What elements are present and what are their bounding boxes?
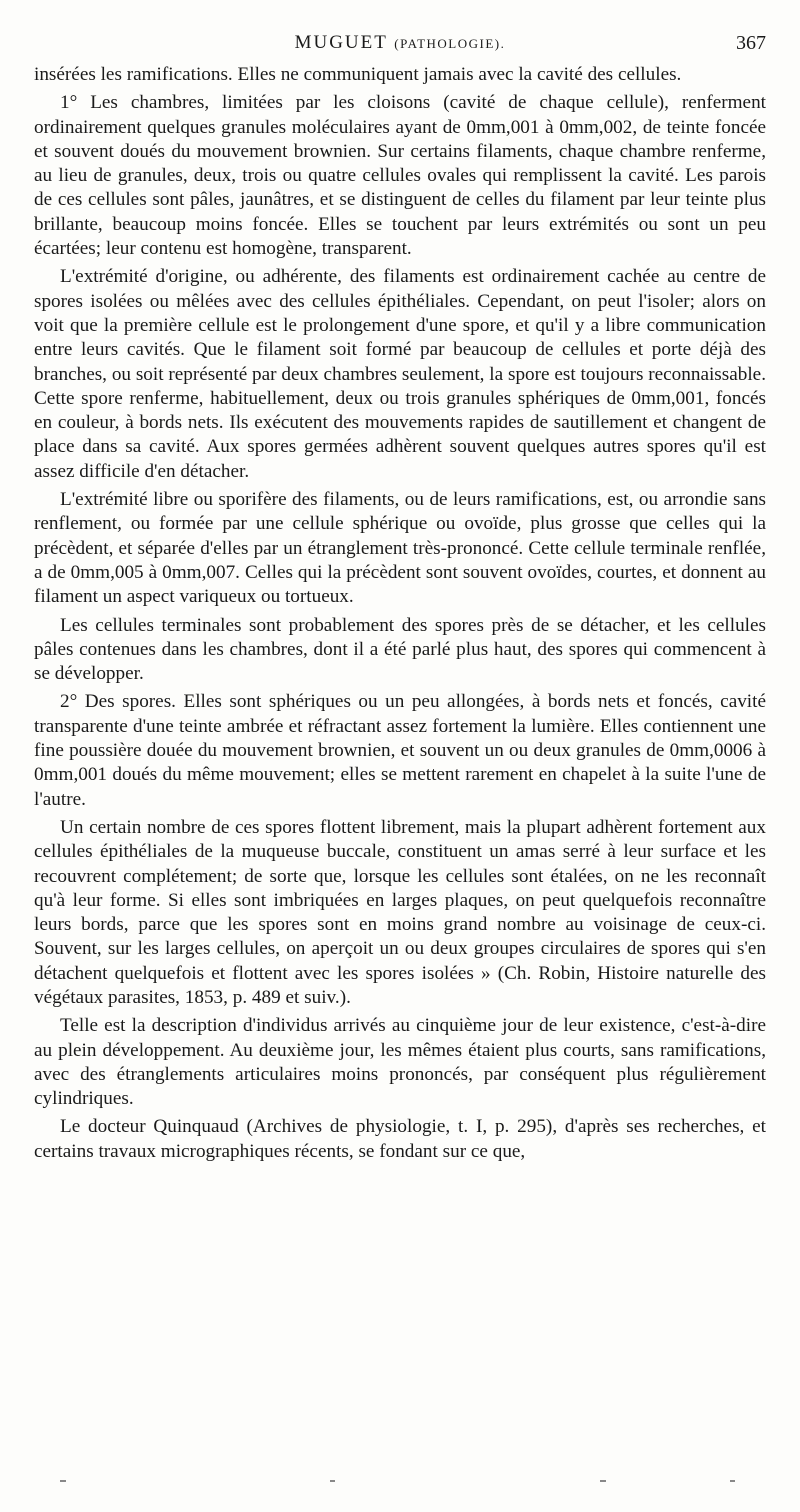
print-mark <box>330 1480 335 1482</box>
paragraph-extremite-origine: L'extrémité d'origine, ou adhérente, des filaments est ordinairement cachée au centre de spores isolées ou mêlées avec des cellules épithéliales. Cependant, on peut l'isoler; alors on voit que la première cellule est le prolongement d'une spore, et qu'il y a libre communication entre leurs cavités. Que le filament soit formé par beaucoup de cellules et porte déjà des branches, ou soit représenté par deux chambres seulement, la spore est toujours reconnaissable. Cette spore renferme, habituellement, deux ou trois granules sphériques de 0mm,001, foncés en couleur, à bords nets. Ils exécutent des mouvements rapides de sautillement et changent de place dans sa cavité. Aux spores germées adhèrent souvent quelques autres spores qu'il est assez difficile d'en détacher. <box>34 266 766 482</box>
paragraph-chambres: 1° Les chambres, limitées par les cloisons (cavité de chaque cellule), renferment ordinairement quelques granules moléculaires ayant de 0mm,001 à 0mm,002, de teinte foncée et souvent doués du mouvement brownien. Sur certains filaments, chaque chambre renferme, au lieu de granules, deux, trois ou quatre cellules ovales qui remplissent la cavité. Les parois de ces cellules sont pâles, jaunâtres, et se distinguent de celles du filament par leur teinte plus brillante, beaucoup moins foncée. Elles se touchent par leurs extrémités ou sont un peu écartées; leur contenu est homogène, transparent. <box>34 92 766 260</box>
page-number: 367 <box>736 32 766 54</box>
paragraph-cellules-terminales: Les cellules terminales sont probablement des spores près de se détacher, et les cellules pâles contenues dans les chambres, dont il a été parlé plus haut, des spores qui commencent à se développer. <box>34 614 766 685</box>
running-title <box>34 32 766 54</box>
paragraph-spores-flottent: Un certain nombre de ces spores flottent librement, mais la plupart adhèrent fortement aux cellules épithéliales de la muqueuse buccale, constituent un amas serré à leur surface et les recouvrent complétement; de sorte que, lorsque les cellules sont étalées, on ne les reconnaît qu'à leur forme. Si elles sont imbriquées en larges plaques, on peut quelquefois reconnaître leurs bords, parce que les spores sont en moins grand nombre au voisinage de ceux-ci. Souvent, sur les larges cellules, on aperçoit un ou deux groupes circulaires de spores qui s'en détachent quelquefois et flottent avec les spores isolées » (Ch. Robin, Histoire naturelle des végétaux parasites, 1853, p. 489 et suiv.). <box>34 816 766 1008</box>
running-title-subject: (PATHOLOGIE). <box>394 36 506 51</box>
paragraph-continuation: insérées les ramifications. Elles ne communiquent jamais avec la cavité des cellules. <box>34 64 682 85</box>
page-header <box>34 32 766 56</box>
paragraph-extremite-libre: L'extrémité libre ou sporifère des filaments, ou de leurs ramifications, est, ou arrondie sans renflement, ou formée par une cellule sphérique ou ovoïde, plus grosse que celles qui la précèdent, et séparée d'elles par un étranglement très-prononcé. Cette cellule terminale renflée, a de 0mm,005 à 0mm,007. Celles qui la précèdent sont souvent ovoïdes, courtes, et donnent au filament un aspect variqueux ou tortueux. <box>34 489 766 608</box>
body-text <box>34 63 766 1168</box>
paragraph-description-individus: Telle est la description d'individus arrivés au cinquième jour de leur existence, c'est-à-dire au plein développement. Au deuxième jour, les mêmes étaient plus courts, sans ramifications, avec des étranglements articulaires moins prononcés, par conséquent plus régulièrement cylindriques. <box>34 1015 766 1110</box>
print-mark <box>730 1480 735 1482</box>
print-mark <box>60 1480 66 1482</box>
print-mark <box>600 1480 606 1482</box>
footer-print-marks <box>40 1480 760 1484</box>
running-title-main: MUGUET <box>294 32 388 53</box>
paragraph-spores: 2° Des spores. Elles sont sphériques ou un peu allongées, à bords nets et foncés, cavité transparente d'une teinte ambrée et réfractant assez fortement la lumière. Elles contiennent une fine poussière douée du mouvement brownien, et souvent un ou deux granules de 0mm,0006 à 0mm,001 doués du même mouvement; elles se mettent rarement en chapelet à la suite l'une de l'autre. <box>34 691 766 810</box>
paragraph-quinquaud: Le docteur Quinquaud (Archives de physiologie, t. I, p. 295), d'après ses recherches, et certains travaux micrographiques récents, se fondant sur ce que, <box>34 1116 766 1162</box>
